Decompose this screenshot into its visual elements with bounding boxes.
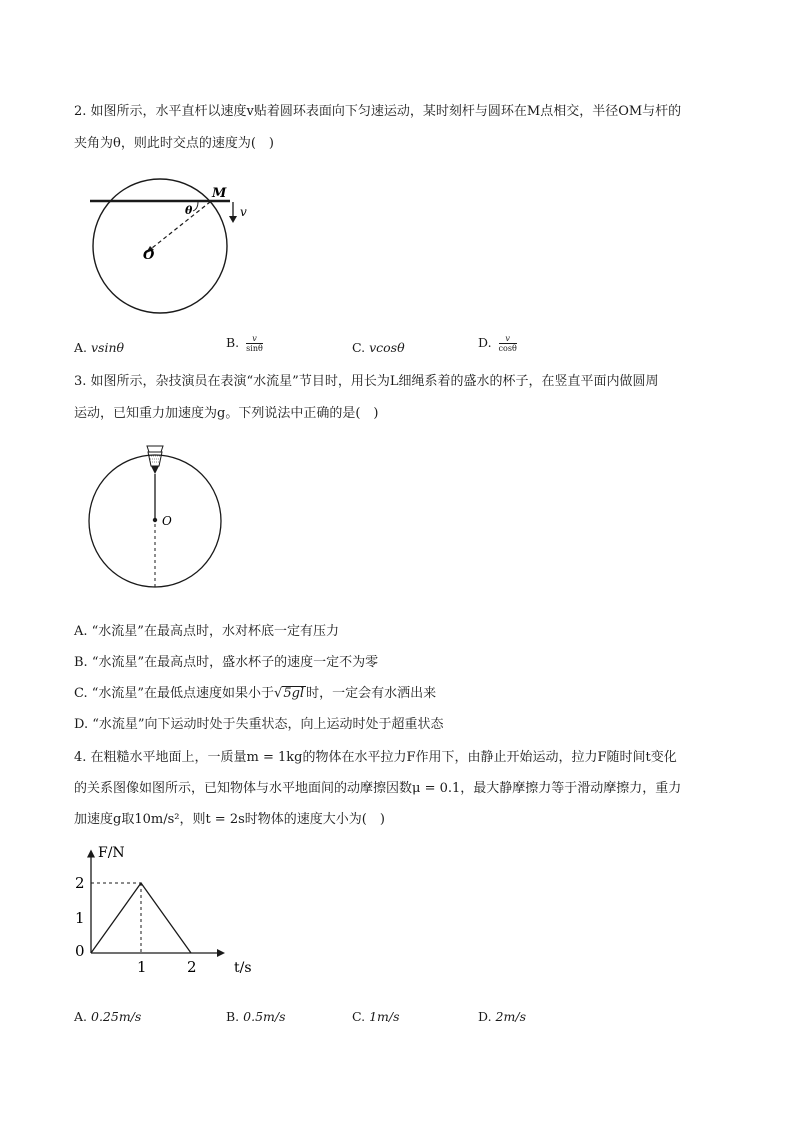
- q2-option-d: [478, 334, 517, 353]
- q3-stem-line1: 3. 如图所示，杂技演员在表演“水流星”节目时，用长为L细绳系着的盛水的杯子，在竖直平面内做圆周: [74, 374, 659, 389]
- center-point: [153, 518, 157, 522]
- q2-option-b-fraction: [246, 334, 263, 353]
- q2-option-b: [226, 334, 263, 353]
- cup-rim: [147, 446, 163, 452]
- q3-option-c-radicand: 5gl: [283, 686, 305, 701]
- q3-circle-figure: [84, 442, 234, 592]
- x-axis-label: t/s: [234, 960, 252, 976]
- q2-option-d-denominator: cosθ: [498, 344, 517, 353]
- label-o: O: [162, 514, 172, 528]
- q4-option-b-text: 0.5m/s: [243, 1009, 286, 1024]
- q3-option-c: [74, 686, 436, 702]
- q4-option-b-key: B.: [226, 1009, 240, 1024]
- q4-option-a-key: A.: [74, 1009, 88, 1024]
- y-tick-label: 0: [75, 942, 85, 960]
- q2-option-a-key: A.: [74, 340, 88, 355]
- q4-stem-line1: 4. 在粗糙水平地面上，一质量m = 1kg的物体在水平拉力F作用下，由静止开始运动，拉力F随时间t变化: [74, 750, 677, 765]
- label-m: M: [212, 186, 227, 201]
- angle-arc: [193, 202, 198, 211]
- q2-option-a-text: vsinθ: [91, 340, 125, 355]
- x-axis-arrow: [217, 949, 225, 957]
- q2-option-c: [352, 340, 405, 356]
- x-tick-label: 2: [187, 958, 197, 976]
- label-theta: θ: [185, 204, 193, 217]
- q4-option-a-text: 0.25m/s: [91, 1009, 142, 1024]
- q3-option-d: D. “水流星”向下运动时处于失重状态，向上运动时处于超重状态: [74, 717, 444, 732]
- q4-option-d-key: D.: [478, 1009, 492, 1024]
- chart-series: [91, 883, 191, 953]
- q2-stem-line2: 夹角为θ，则此时交点的速度为( ): [74, 136, 274, 151]
- q4-option-c: [352, 1009, 400, 1025]
- q3-option-a: A. “水流星”在最高点时，水对杯底一定有压力: [74, 624, 339, 639]
- y-axis-arrow: [87, 850, 95, 858]
- q2-option-c-text: vcosθ: [369, 340, 405, 355]
- q4-stem-line3: 加速度g取10m/s²，则t = 2s时物体的速度大小为( ): [74, 812, 385, 827]
- velocity-arrowhead: [229, 216, 237, 223]
- q3-option-b: B. “水流星”在最高点时，盛水杯子的速度一定不为零: [74, 655, 379, 670]
- q2-option-a: [74, 340, 124, 356]
- y-axis-label: F/N: [98, 845, 125, 861]
- sqrt-sign: √: [274, 686, 283, 701]
- q4-option-d: [478, 1009, 526, 1025]
- q3-stem-line2: 运动，已知重力加速度为g。下列说法中正确的是( ): [74, 406, 379, 421]
- radius-om: [147, 202, 210, 252]
- q2-stem-line1: 2. 如图所示，水平直杆以速度v贴着圆环表面向下匀速运动，某时刻杆与圆环在M点相交，半径OM与杆的: [74, 104, 682, 119]
- q2-option-b-key: B.: [226, 335, 240, 350]
- q2-option-b-denominator: sinθ: [246, 344, 263, 353]
- q2-option-c-key: C.: [352, 340, 366, 355]
- series-line: [91, 883, 191, 953]
- q2-option-d-numerator: v: [499, 334, 517, 344]
- q2-option-d-fraction: [499, 334, 517, 353]
- q4-option-d-text: 2m/s: [495, 1009, 526, 1024]
- q2-option-b-numerator: v: [246, 334, 263, 344]
- q4-option-a: [74, 1009, 141, 1025]
- q4-option-b: [226, 1009, 286, 1025]
- q3-option-c-suffix: 时，一定会有水洒出来: [306, 686, 437, 701]
- q4-stem-line2: 的关系图像如图所示，已知物体与水平地面间的动摩擦因数μ = 0.1，最大静摩擦力等于滑动摩擦力，重力: [74, 781, 682, 796]
- q3-option-c-prefix: C. “水流星”在最低点速度如果小于: [74, 686, 275, 701]
- y-tick-label: 2: [75, 874, 85, 892]
- q2-circle-figure: [80, 178, 260, 328]
- ring-circle: [93, 179, 227, 313]
- label-o: O: [143, 248, 155, 263]
- label-v: v: [240, 205, 247, 219]
- q4-option-c-key: C.: [352, 1009, 366, 1024]
- y-tick-label: 1: [75, 909, 85, 927]
- q4-option-c-text: 1m/s: [369, 1009, 400, 1024]
- q2-option-d-key: D.: [478, 335, 492, 350]
- f-t-chart: [70, 840, 270, 990]
- x-tick-label: 1: [137, 958, 147, 976]
- cup-bottom: [151, 466, 159, 474]
